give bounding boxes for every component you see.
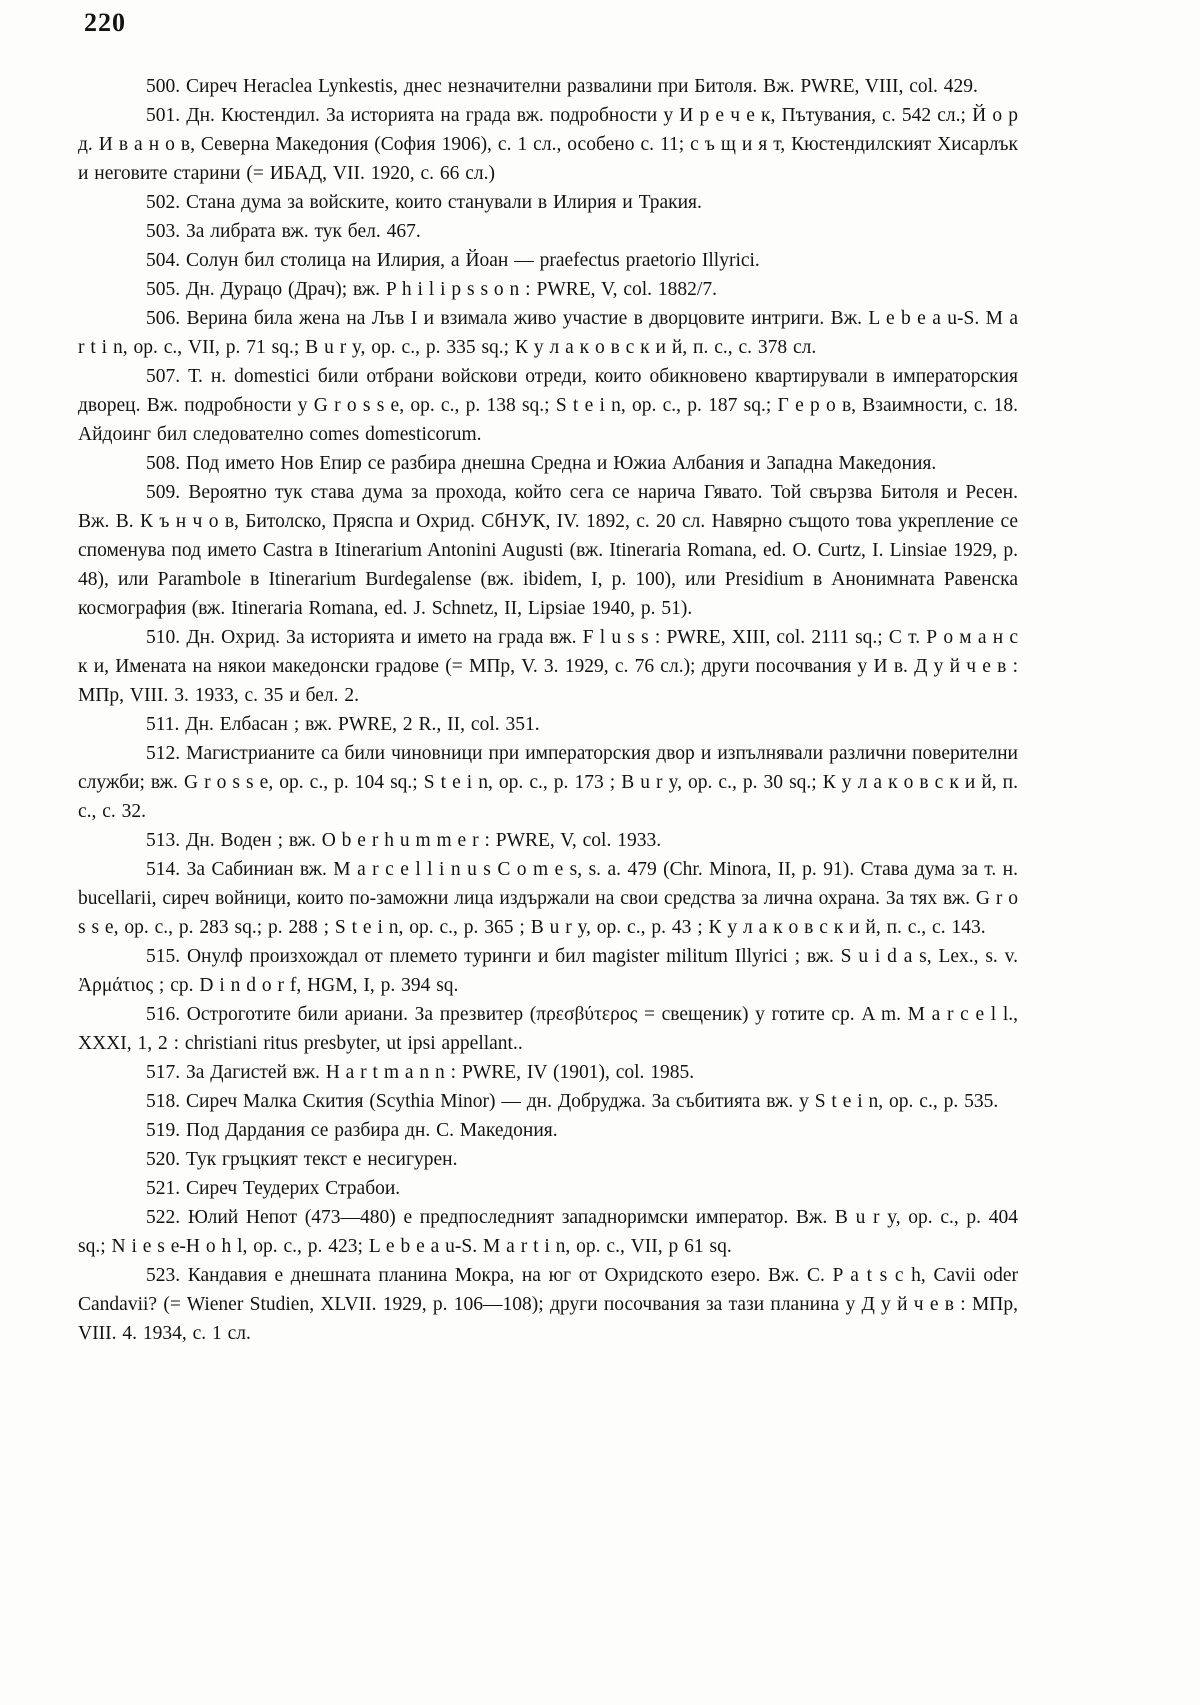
footnote: 520. Тук гръцкият текст е несигурен. <box>146 1149 458 1170</box>
footnote: 521. Сиреч Теудерих Страбои. <box>146 1178 401 1199</box>
footnote: 512. Магистрианите са били чиновници при императорския двор и изпълнявали различни поверителни служби; вж. G r o s s e, op. с., p. 104 sq.; S t e i n, op. с., p. 173 ; B u r y, op. с., p. 30 sq.; К у л а к о в с к и й, п. с., с. 32. <box>78 743 1018 822</box>
footnote: 502. Стана дума за войските, които станували в Илирия и Тракия. <box>146 192 702 213</box>
footnote: 509. Вероятно тук става дума за прохода, който сега се нарича Гявато. Той свързва Битоля и Ресен. Вж. В. К ъ н ч о в, Битолско, Пряспа и Охрид. СбНУК, IV. 1892, с. 20 сл. Навярно същото това укрепление се споменува под името Castra в Itinerarium Antonini Augusti (вж. Itineraria Romana, ed. O. Curtz, I. Linsiae 1929, p. 48), или Parambole в Itinerarium Burdegalense (вж. ibidem, I, p. 100), или Presidium в Анонимната Равенска космография (вж. Itineraria Romana, ed. J. Schnetz, II, Lipsiae 1940, p. 51). <box>78 482 1018 619</box>
footnote: 503. За либрата вж. тук бел. 467. <box>146 221 421 242</box>
footnote: 513. Дн. Воден ; вж. O b e r h u m m e r : PWRE, V, col. 1933. <box>146 830 662 851</box>
footnote: 517. За Дагистей вж. H a r t m a n n : PWRE, IV (1901), col. 1985. <box>146 1062 695 1083</box>
page-number: 220 <box>84 8 126 37</box>
footnote: 518. Сиреч Малка Скития (Scythia Minor) — дн. Добруджа. За събитията вж. у S t e i n, op. с., p. 535. <box>146 1091 999 1112</box>
footnote: 515. Онулф произхождал от племето туринги и бил magister militum Illyrici ; вж. S u i d a s, Lex., s. v. Ἀρμάτιος ; ср. D i n d o r f, HGM, I, p. 394 sq. <box>78 946 1018 996</box>
footnote: 505. Дн. Дурацо (Драч); вж. P h i l i p s s o n : PWRE, V, col. 1882/7. <box>146 279 717 300</box>
footnote: 516. Остроготите били ариани. За презвитер (πρεσβύτερος = свещеник) у готите ср. A m. M a r c e l l., XXXI, 1, 2 : christiani ritus presbyter, ut ipsi appellant.. <box>78 1004 1018 1054</box>
footnote: 514. За Сабиниан вж. M a r c e l l i n u s C o m e s, s. a. 479 (Chr. Minora, II, p. 91). Става дума за т. н. bucellarii, сиреч войници, които по-заможни лица издържали на свои средства за лична охрана. За тях вж. G r o s s e, op. с., p. 283 sq.; p. 288 ; S t e i n, op. с., p. 365 ; B u r y, op. с., p. 43 ; К у л а к о в с к и й, п. с., с. 143. <box>78 859 1018 938</box>
footnote: 523. Кандавия е днешната планина Мокра, на юг от Охридското езеро. Вж. C. P a t s c h, Cavii oder Candavii? (= Wiener Studien, XLVII. 1929, p. 106—108); други посочвания за тази планина у Д у й ч е в : МПр, VIII. 4. 1934, с. 1 сл. <box>78 1265 1018 1344</box>
footnote: 504. Солун бил столица на Илирия, а Йоан — praefectus praetorio Illyrici. <box>146 250 760 271</box>
footnote: 522. Юлий Непот (473—480) е предпоследният западноримски император. Вж. B u r y, op. с., p. 404 sq.; N i e s e-H o h l, op. с., p. 423; L e b e a u-S. M a r t i n, op. с., VII, p 61 sq. <box>78 1207 1018 1257</box>
footnotes-list <box>78 72 1018 1348</box>
footnote: 500. Сиреч Heraclea Lynkestis, днес незначителни развалини при Битоля. Вж. PWRE, VIII, col. 429. <box>146 76 978 97</box>
footnote: 519. Под Дардания се разбира дн. С. Македония. <box>146 1120 558 1141</box>
footnote: 510. Дн. Охрид. За историята и името на града вж. F l u s s : PWRE, XIII, col. 2111 sq.; С т. Р о м а н с к и, Имената на някои македонски градове (= МПр, V. 3. 1929, с. 76 сл.); други посочвания у И в. Д у й ч е в : МПр, VIII. 3. 1933, с. 35 и бел. 2. <box>78 627 1018 706</box>
footnote: 511. Дн. Елбасан ; вж. PWRE, 2 R., II, col. 351. <box>146 714 540 735</box>
footnote: 501. Дн. Кюстендил. За историята на града вж. подробности у И р е ч е к, Пътувания, с. 542 сл.; Й о р д. И в а н о в, Северна Македония (София 1906), с. 1 сл., особено с. 11; с ъ щ и я т, Кюстендилският Хисарлък и неговите старини (= ИБАД, VII. 1920, с. 66 сл.) <box>78 105 1018 184</box>
footnote: 507. Т. н. domestici били отбрани войскови отреди, които обикновено квартирували в императорския дворец. Вж. подробности у G r o s s e, op. с., p. 138 sq.; S t e i n, op. с., p. 187 sq.; Г е р о в, Взаимности, с. 18. Айдоинг бил следователно comes domesticorum. <box>78 366 1018 445</box>
footnote: 506. Верина била жена на Лъв I и взимала живо участие в дворцовите интриги. Вж. L e b e a u-S. M a r t i n, op. с., VII, p. 71 sq.; B u r y, op. с., p. 335 sq.; К у л а к о в с к и й, п. с., с. 378 сл. <box>78 308 1018 358</box>
footnote: 508. Под името Нов Епир се разбира днешна Средна и Южиа Албания и Западна Македония. <box>146 453 937 474</box>
